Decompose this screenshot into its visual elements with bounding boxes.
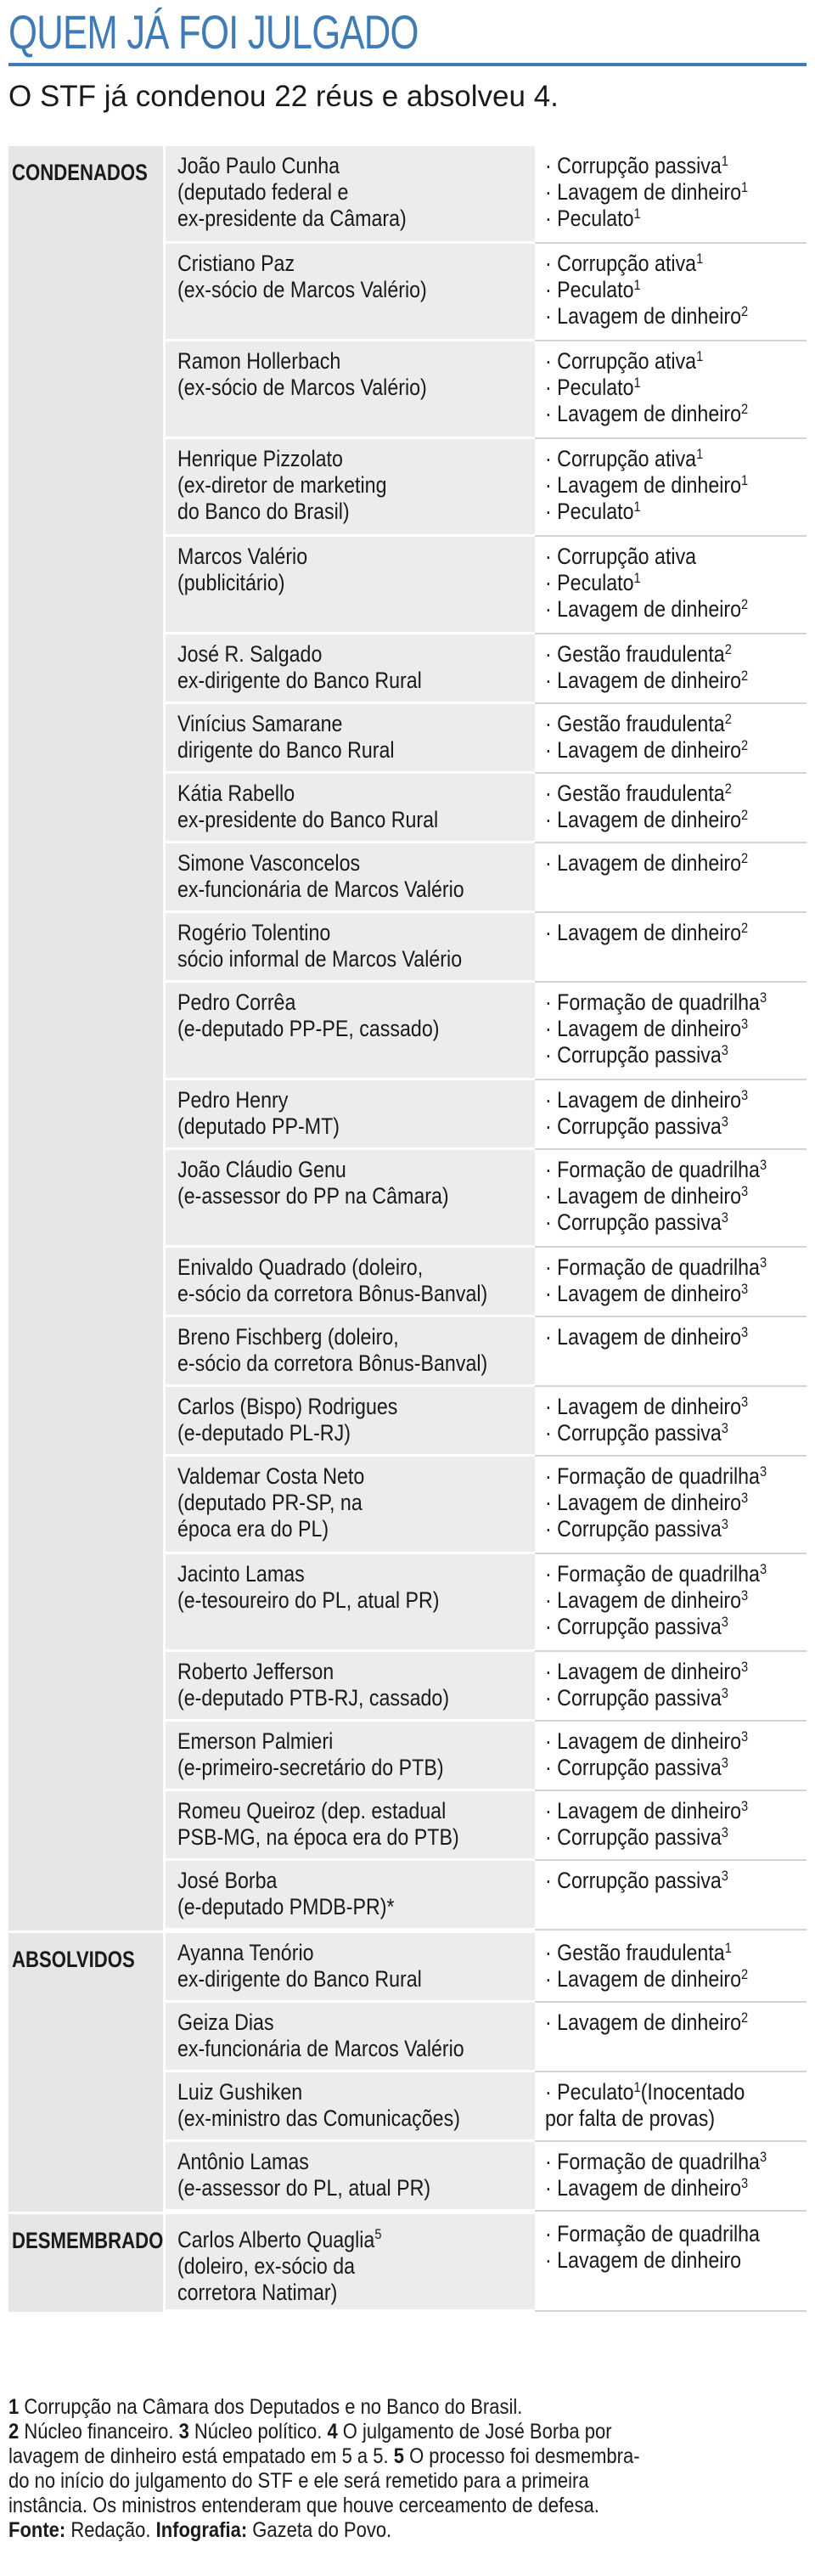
defendant-description: (deputado PR-SP, na	[177, 1490, 363, 1515]
defendant-name: Antônio Lamas	[177, 2149, 309, 2174]
charge-item: · Corrupção ativa$^1$	[545, 446, 704, 471]
defendant-description: (ex-ministro das Comunicações)	[177, 2105, 460, 2131]
defendant-description: sócio informal de Marcos Valério	[177, 946, 463, 972]
charges-cell	[535, 439, 807, 537]
defendant-description: PSB-MG, na época era do PTB)	[177, 1824, 459, 1850]
charge-item: · Corrupção passiva$^3$	[545, 1042, 728, 1068]
footnote-ref: 1	[721, 153, 728, 169]
defendant-name: Carlos Alberto Quaglia$^5$	[177, 2226, 382, 2252]
defendant-cell	[163, 1387, 535, 1457]
footnote-ref: 1	[741, 472, 749, 488]
defendant-description: e-sócio da corretora Bônus-Banval)	[177, 1350, 488, 1376]
footnote-line: lavagem de dinheiro está empatado em 5 a 5. 5 O processo foi desmembra-	[8, 2444, 640, 2468]
charge-item: · Lavagem de dinheiro$^3$	[545, 1394, 749, 1419]
defendant-cell	[163, 843, 535, 913]
footnote-ref: 3	[759, 989, 767, 1006]
table-row	[163, 2214, 807, 2312]
defendant-description: (e-deputado PTB-RJ, cassado)	[177, 1685, 450, 1711]
charges-cell	[535, 843, 807, 913]
charges-cell	[535, 2072, 807, 2142]
defendant-cell	[163, 983, 535, 1080]
charges-cell	[535, 704, 807, 774]
table-row	[163, 2072, 807, 2142]
defendant-name: Romeu Queiroz (dep. estadual	[177, 1798, 447, 1823]
defendant-description: (e-primeiro-secretário do PTB)	[177, 1755, 444, 1780]
charges-cell	[535, 913, 807, 983]
footnote-ref: 1	[633, 375, 641, 391]
defendant-cell	[163, 913, 535, 983]
defendant-description: e-sócio da corretora Bônus-Banval)	[177, 1281, 488, 1306]
defendant-name: Breno Fischberg (doleiro,	[177, 1324, 399, 1350]
charge-item: · Corrupção passiva$^3$	[545, 1420, 728, 1446]
footnote-ref: 1	[724, 1940, 732, 1956]
footnote-ref: 3	[741, 1183, 749, 1199]
footnote-ref: 1	[633, 2079, 641, 2095]
footnote-ref: 3	[741, 1490, 749, 1506]
defendant-cell	[163, 1791, 535, 1861]
table-row	[163, 983, 807, 1080]
footnote-line: instância. Os ministros entenderam que houve cerceamento de defesa.	[8, 2494, 599, 2517]
defendant-cell	[163, 537, 535, 634]
footnote-ref: 3	[721, 1868, 728, 1884]
footnote-ref: 2	[741, 850, 749, 866]
footnote-ref: 5	[374, 2226, 382, 2242]
table-row	[163, 634, 807, 704]
defendant-name: Ayanna Tenório	[177, 1940, 314, 1965]
defendant-description: ex-dirigente do Banco Rural	[177, 1966, 422, 1992]
footnote-ref: 2	[741, 303, 749, 319]
section-label-text: DESMEMBRADO	[12, 2228, 164, 2253]
charge-item: · Peculato$^1$	[545, 375, 641, 400]
charge-item: · Corrupção ativa$^1$	[545, 348, 704, 374]
defendant-name: Geiza Dias	[177, 2010, 274, 2035]
defendant-name: Roberto Jefferson	[177, 1659, 334, 1684]
footnote-ref: 1	[696, 446, 704, 462]
charge-item: · Corrupção passiva$^3$	[545, 1868, 728, 1893]
charge-item: · Lavagem de dinheiro$^2$	[545, 737, 749, 763]
footnote-ref: 2	[724, 781, 732, 797]
footnote-ref: 3	[721, 1420, 728, 1436]
charge-item: · Peculato$^1$	[545, 206, 641, 231]
footnote-ref: 3	[721, 1614, 728, 1630]
charge-item: · Lavagem de dinheiro$^1$	[545, 179, 749, 205]
defendant-description: ex-dirigente do Banco Rural	[177, 668, 422, 693]
footnote-ref: 3	[721, 1209, 728, 1226]
table-row	[163, 146, 807, 244]
charge-item: · Lavagem de dinheiro$^2$	[545, 920, 749, 945]
charge-item: · Lavagem de dinheiro$^2$	[545, 303, 749, 329]
footnote-line: 1 Corrupção na Câmara dos Deputados e no Banco do Brasil.	[8, 2395, 523, 2419]
defendant-name: Cristiano Paz	[177, 251, 295, 276]
footnote-ref: 1	[696, 251, 704, 267]
section-label	[8, 1933, 163, 2212]
table-row	[163, 341, 807, 439]
footnote-ref: 3	[741, 2175, 749, 2191]
defendant-cell	[163, 1317, 535, 1387]
defendant-cell	[163, 1554, 535, 1652]
defendant-name: José R. Salgado	[177, 641, 323, 667]
defendant-name: Carlos (Bispo) Rodrigues	[177, 1394, 398, 1419]
defendant-cell	[163, 1722, 535, 1791]
footnote-ref: 1	[633, 499, 641, 515]
defendant-description: (e-assessor do PL, atual PR)	[177, 2175, 431, 2201]
charge-item: · Formação de quadrilha	[545, 2221, 760, 2246]
charge-item: · Lavagem de dinheiro$^3$	[545, 1490, 749, 1515]
defendant-name: Rogério Tolentino	[177, 920, 331, 945]
charges-cell	[535, 1791, 807, 1861]
charges-cell	[535, 2214, 807, 2312]
charge-item: · Peculato$^1$	[545, 570, 641, 595]
footnote-ref: 3	[721, 1516, 728, 1532]
charge-item: · Formação de quadrilha$^3$	[545, 989, 767, 1015]
defendant-description: (e-tesoureiro do PL, atual PR)	[177, 1587, 440, 1613]
footnote-ref: 3	[721, 1042, 728, 1058]
defendant-description: ex-presidente do Banco Rural	[177, 807, 439, 832]
charges-cell	[535, 244, 807, 341]
defendant-name: Valdemar Costa Neto	[177, 1463, 365, 1489]
charge-item: · Formação de quadrilha$^3$	[545, 1157, 767, 1182]
footnote-ref: 2	[741, 2010, 749, 2026]
charge-item: · Lavagem de dinheiro$^2$	[545, 850, 749, 876]
defendant-cell	[163, 1652, 535, 1722]
footnote-line: 2 Núcleo financeiro. 3 Núcleo político. 4 O julgamento de José Borba por	[8, 2420, 612, 2444]
defendant-description: ex-funcionária de Marcos Valério	[177, 2036, 464, 2061]
table-row	[163, 1722, 807, 1791]
defendant-cell	[163, 1861, 535, 1931]
defendant-name: João Paulo Cunha	[177, 153, 340, 178]
charge-item: · Corrupção passiva$^3$	[545, 1516, 728, 1542]
defendant-name: João Cláudio Genu	[177, 1157, 346, 1182]
charge-item: · Lavagem de dinheiro$^3$	[545, 1728, 749, 1754]
charge-item: · Corrupção passiva$^3$	[545, 1755, 728, 1780]
defendant-name: Pedro Corrêa	[177, 989, 296, 1015]
defendant-description: (publicitário)	[177, 570, 285, 595]
table-row	[163, 843, 807, 913]
footnote-ref: 3	[741, 1728, 749, 1745]
table-row	[163, 2142, 807, 2212]
defendant-description: (e-assessor do PP na Câmara)	[177, 1183, 449, 1209]
footnote-ref: 3	[741, 1587, 749, 1604]
charge-item: · Corrupção passiva$^3$	[545, 1113, 728, 1139]
charges-cell	[535, 537, 807, 634]
section-absolvidos	[8, 1931, 807, 2212]
table-row	[163, 439, 807, 537]
footnote-ref: 1	[696, 348, 704, 364]
footnote-ref: 3	[721, 1113, 728, 1130]
table-row	[163, 1861, 807, 1931]
charge-item: · Lavagem de dinheiro$^3$	[545, 2175, 749, 2201]
charge-item: · Formação de quadrilha$^3$	[545, 2149, 767, 2174]
defendant-cell	[163, 1080, 535, 1150]
charges-cell	[535, 1150, 807, 1248]
table-row	[163, 1080, 807, 1150]
defendant-description: (deputado PP-MT)	[177, 1113, 340, 1139]
defendant-name: Enivaldo Quadrado (doleiro,	[177, 1254, 424, 1280]
charge-item: · Lavagem de dinheiro$^1$	[545, 472, 749, 498]
defendant-description: (doleiro, ex-sócio da	[177, 2253, 356, 2279]
defendant-name: Emerson Palmieri	[177, 1728, 334, 1754]
defendant-cell	[163, 774, 535, 843]
defendant-description: época era do PL)	[177, 1516, 329, 1542]
charges-cell	[535, 983, 807, 1080]
charge-item: · Lavagem de dinheiro$^3$	[545, 1798, 749, 1823]
charge-item: · Formação de quadrilha$^3$	[545, 1463, 767, 1489]
charge-item: · Lavagem de dinheiro$^2$	[545, 2010, 749, 2035]
defendant-description: (e-deputado PL-RJ)	[177, 1420, 351, 1446]
charge-item: · Lavagem de dinheiro$^3$	[545, 1087, 749, 1113]
footnote-ref: 2	[741, 807, 749, 823]
defendant-name: Luiz Gushiken	[177, 2079, 303, 2105]
charges-cell	[535, 774, 807, 843]
charge-item: · Gestão fraudulenta$^1$	[545, 1940, 732, 1965]
table-row	[163, 913, 807, 983]
footnote-ref: 3	[741, 1394, 749, 1410]
defendant-cell	[163, 2072, 535, 2142]
table-row	[163, 1150, 807, 1248]
footnote-ref: 2	[741, 1966, 749, 1982]
defendant-name: Ramon Hollerbach	[177, 348, 341, 374]
footnote-ref: 3	[759, 1254, 767, 1271]
defendant-name: Kátia Rabello	[177, 781, 295, 806]
defendant-cell	[163, 439, 535, 537]
charges-cell	[535, 1387, 807, 1457]
charges-cell	[535, 1457, 807, 1554]
page-title: QUEM JÁ FOI JULGADO	[8, 5, 419, 59]
defendant-cell	[163, 341, 535, 439]
defendant-description: do Banco do Brasil)	[177, 499, 350, 524]
charge-item: · Formação de quadrilha$^3$	[545, 1561, 767, 1587]
charges-cell	[535, 634, 807, 704]
charges-cell	[535, 146, 807, 244]
charge-item: · Lavagem de dinheiro$^3$	[545, 1659, 749, 1684]
defendant-name: Pedro Henry	[177, 1087, 289, 1113]
defendant-cell	[163, 1457, 535, 1554]
charges-cell	[535, 1861, 807, 1931]
defendant-cell	[163, 146, 535, 244]
charge-item: · Lavagem de dinheiro$^2$	[545, 807, 749, 832]
defendant-description: dirigente do Banco Rural	[177, 737, 395, 763]
section-label-text: CONDENADOS	[12, 160, 148, 185]
charges-cell	[535, 1554, 807, 1652]
charge-item: · Formação de quadrilha$^3$	[545, 1254, 767, 1280]
charges-cell	[535, 1080, 807, 1150]
charge-item: · Corrupção passiva$^3$	[545, 1209, 728, 1235]
defendant-cell	[163, 2214, 535, 2312]
charges-cell	[535, 341, 807, 439]
defendant-cell	[163, 1150, 535, 1248]
defendant-description: (ex-diretor de marketing	[177, 472, 387, 498]
charge-item: por falta de provas)	[545, 2105, 716, 2131]
charges-cell	[535, 2003, 807, 2072]
charge-item: · Peculato$^1$	[545, 499, 641, 524]
table-row	[163, 537, 807, 634]
title-divider	[8, 63, 807, 66]
footnote-ref: 3	[741, 1659, 749, 1675]
table-row	[163, 704, 807, 774]
table-row	[163, 1248, 807, 1317]
charge-item: · Gestão fraudulenta$^2$	[545, 711, 732, 736]
section-condenados	[8, 146, 807, 1931]
charge-item: · Corrupção passiva$^3$	[545, 1824, 728, 1850]
table-row	[163, 774, 807, 843]
footnote-ref: 3	[759, 1157, 767, 1173]
charge-item: · Peculato$^1$	[545, 277, 641, 302]
charge-item: · Lavagem de dinheiro$^2$	[545, 401, 749, 426]
charge-item: · Lavagem de dinheiro$^3$	[545, 1016, 749, 1041]
charge-item: · Peculato$^1$(Inocentado	[545, 2079, 745, 2105]
footnote-ref: 3	[759, 2149, 767, 2165]
charge-item: · Lavagem de dinheiro$^3$	[545, 1324, 749, 1350]
footnote-ref: 1	[633, 570, 641, 586]
table-row	[163, 1317, 807, 1387]
footnote-ref: 3	[741, 1324, 749, 1340]
footnote-ref: 3	[721, 1755, 728, 1771]
footnote-ref: 3	[759, 1561, 767, 1577]
footnote-ref: 2	[724, 711, 732, 727]
charge-item: · Corrupção passiva$^1$	[545, 153, 728, 178]
charges-cell	[535, 1722, 807, 1791]
footnote-ref: 1	[741, 179, 749, 195]
section-label	[8, 2214, 163, 2312]
table-row	[163, 2003, 807, 2072]
table-row	[163, 1652, 807, 1722]
charge-item: · Lavagem de dinheiro$^3$	[545, 1183, 749, 1209]
defendant-name: Henrique Pizzolato	[177, 446, 343, 471]
charge-item: · Lavagem de dinheiro$^2$	[545, 668, 749, 693]
footnote-ref: 2	[741, 920, 749, 936]
footnote-ref: 3	[721, 1685, 728, 1701]
page-subtitle: O STF já condenou 22 réus e absolveu 4.	[8, 80, 559, 113]
charge-item: · Gestão fraudulenta$^2$	[545, 781, 732, 806]
table-row	[163, 1457, 807, 1554]
footnote-ref: 3	[741, 1016, 749, 1032]
charges-cell	[535, 1652, 807, 1722]
footnote-line: do no início do julgamento do STF e ele será remetido para a primeira	[8, 2469, 589, 2493]
table-row	[163, 244, 807, 341]
header	[8, 0, 807, 116]
defendant-name: Jacinto Lamas	[177, 1561, 305, 1587]
defendant-cell	[163, 634, 535, 704]
defendant-description: corretora Natimar)	[177, 2280, 338, 2305]
charge-item: · Corrupção ativa$^1$	[545, 251, 704, 276]
footnote-ref: 1	[633, 277, 641, 293]
footnote-ref: 2	[724, 641, 732, 657]
defendant-cell	[163, 2003, 535, 2072]
footnote-ref: 2	[741, 668, 749, 684]
charge-item: · Corrupção passiva$^3$	[545, 1614, 728, 1639]
charge-item: · Corrupção passiva$^3$	[545, 1685, 728, 1711]
footnote-ref: 3	[741, 1281, 749, 1297]
defendants-table	[8, 146, 807, 2312]
charge-item: · Lavagem de dinheiro$^2$	[545, 596, 749, 622]
table-row	[163, 1387, 807, 1457]
charges-cell	[535, 1317, 807, 1387]
footnote-ref: 2	[741, 596, 749, 612]
footnote-ref: 2	[741, 401, 749, 417]
charge-item: · Lavagem de dinheiro$^2$	[545, 1966, 749, 1992]
defendant-name: Marcos Valério	[177, 544, 308, 569]
defendant-name: Simone Vasconcelos	[177, 850, 361, 876]
footnote-ref: 3	[741, 1087, 749, 1103]
footnote-line: Fonte: Redação. Infografia: Gazeta do Povo.	[8, 2518, 392, 2542]
charge-item: · Lavagem de dinheiro$^3$	[545, 1587, 749, 1613]
footnote-ref: 3	[759, 1463, 767, 1480]
charges-cell	[535, 2142, 807, 2212]
defendant-description: ex-presidente da Câmara)	[177, 206, 407, 231]
section-label	[8, 146, 163, 1931]
charges-cell	[535, 1933, 807, 2003]
defendant-name: José Borba	[177, 1868, 278, 1893]
charge-item: · Lavagem de dinheiro$^3$	[545, 1281, 749, 1306]
footnote-ref: 3	[741, 1798, 749, 1814]
defendant-description: (e-deputado PMDB-PR)*	[177, 1894, 395, 1919]
defendant-cell	[163, 704, 535, 774]
defendant-cell	[163, 244, 535, 341]
footnote-ref: 2	[741, 737, 749, 753]
charge-item: · Corrupção ativa	[545, 544, 697, 569]
defendant-description: (ex-sócio de Marcos Valério)	[177, 277, 427, 302]
defendant-description: (ex-sócio de Marcos Valério)	[177, 375, 427, 400]
defendant-cell	[163, 1248, 535, 1317]
defendant-description: (deputado federal e	[177, 179, 349, 205]
footnotes	[8, 2395, 807, 2543]
section-label-text: ABSOLVIDOS	[12, 1947, 135, 1972]
table-row	[163, 1791, 807, 1861]
footnote-ref: 3	[721, 1824, 728, 1840]
charge-item: · Gestão fraudulenta$^2$	[545, 641, 732, 667]
section-desmembrado	[8, 2212, 807, 2312]
defendant-description: ex-funcionária de Marcos Valério	[177, 877, 464, 902]
defendant-cell	[163, 2142, 535, 2212]
defendant-cell	[163, 1933, 535, 2003]
defendant-name: Vinícius Samarane	[177, 711, 343, 736]
defendant-description: (e-deputado PP-PE, cassado)	[177, 1016, 440, 1041]
charges-cell	[535, 1248, 807, 1317]
footnote-ref: 1	[633, 206, 641, 222]
table-row	[163, 1554, 807, 1652]
charge-item: · Lavagem de dinheiro	[545, 2247, 742, 2273]
table-row	[163, 1933, 807, 2003]
